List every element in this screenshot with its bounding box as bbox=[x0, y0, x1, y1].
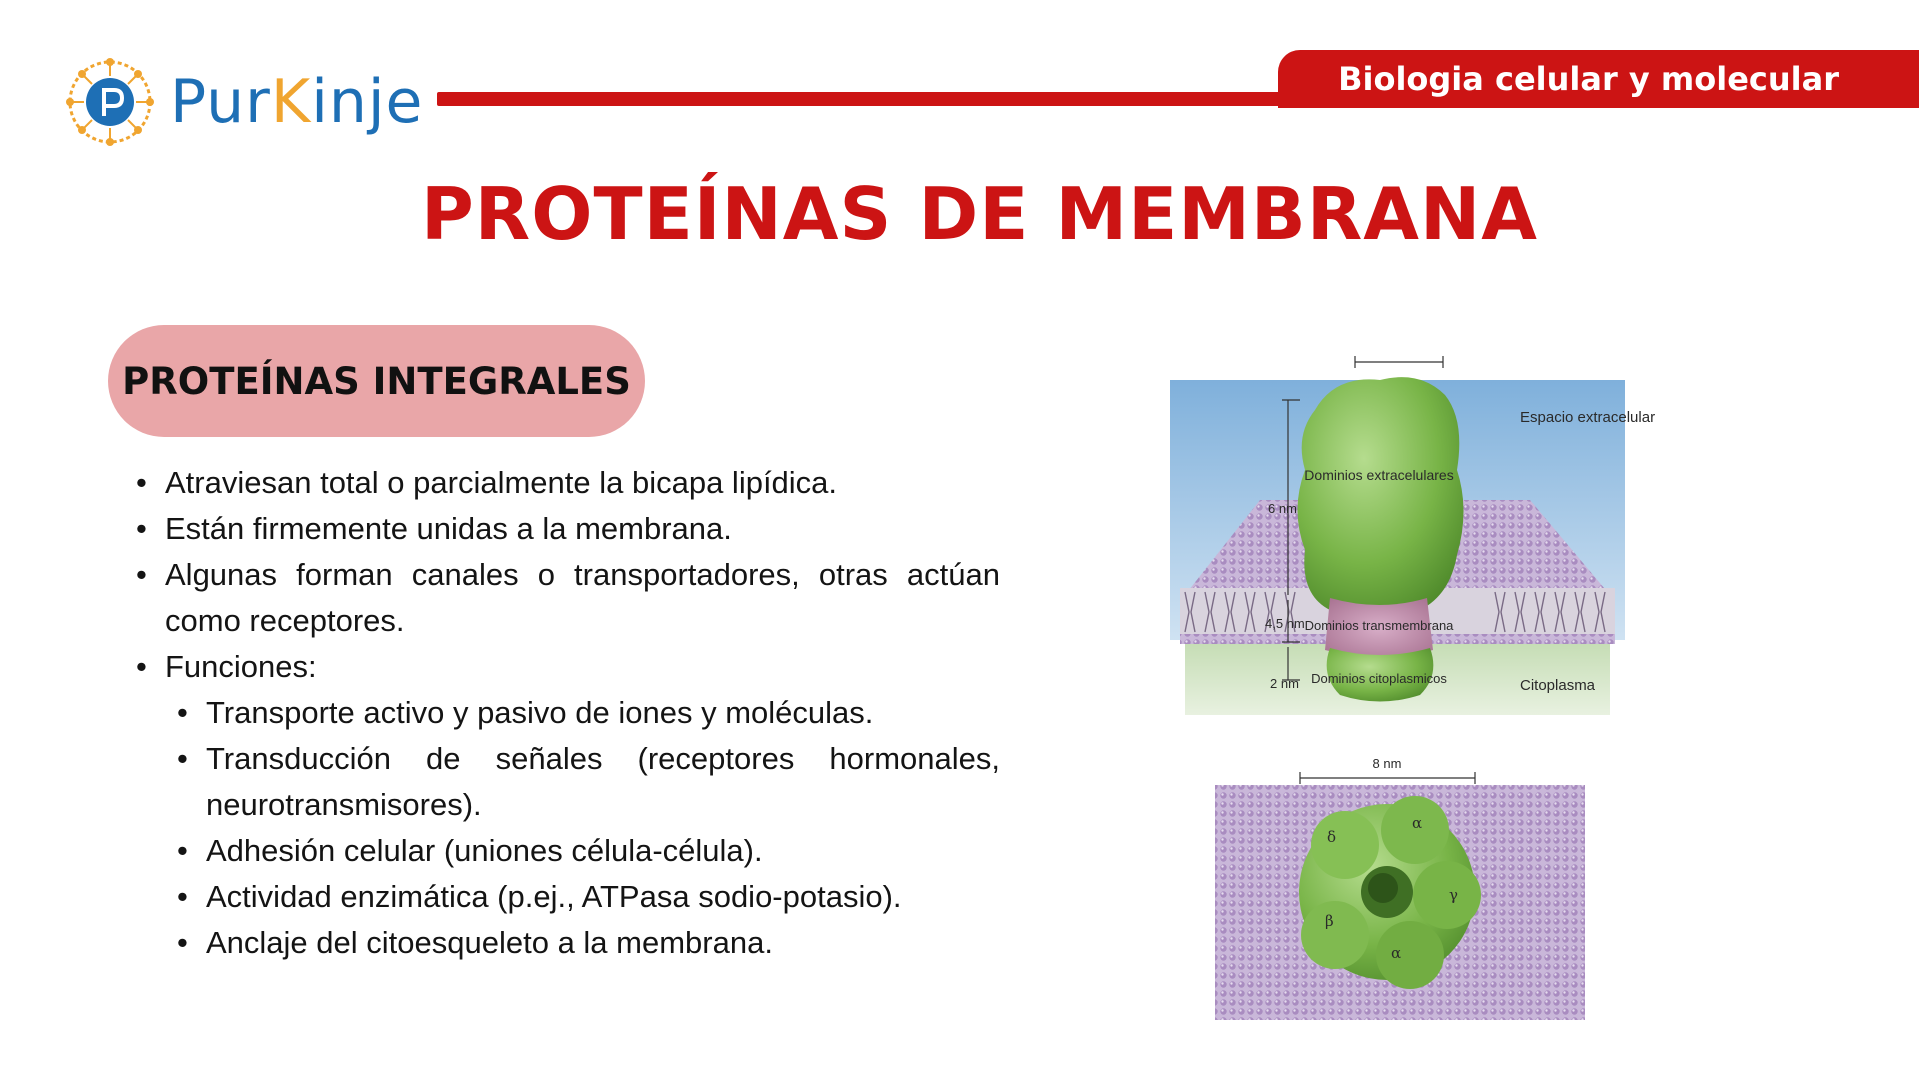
sub-bullet-item: • Transducción de señales (receptores hormonales, neurotransmisores). bbox=[171, 736, 1000, 828]
label-extracellular-space: Espacio extracelular bbox=[1520, 409, 1656, 426]
neuron-logo-icon bbox=[62, 54, 158, 150]
sub-bullet-item: • Adhesión celular (uniones célula-célula). bbox=[171, 828, 1000, 874]
subunit-delta-label: δ bbox=[1327, 828, 1337, 846]
subunit-alpha-label-top: α bbox=[1412, 814, 1423, 832]
subunit-gamma-label: γ bbox=[1449, 886, 1458, 904]
page-title: PROTEÍNAS DE MEMBRANA bbox=[421, 172, 1538, 256]
dim-8nm-label: 8 nm bbox=[1372, 756, 1402, 771]
sub-bullet-item: • Transporte activo y pasivo de iones y moléculas. bbox=[171, 690, 1000, 736]
dim-6nm-label: 6 nm bbox=[1268, 501, 1297, 516]
protein-extracellular-domain bbox=[1298, 377, 1464, 610]
label-cytoplasmic-domains: Dominios citoplasmicos bbox=[1311, 671, 1447, 686]
section-heading bbox=[108, 325, 645, 437]
label-cytoplasm: Citoplasma bbox=[1520, 677, 1596, 694]
dim-45nm-label: 4,5 nm bbox=[1265, 616, 1305, 631]
sub-bullet-item: • Anclaje del citoesqueleto a la membrana. bbox=[171, 920, 1000, 966]
section-heading-label: PROTEÍNAS INTEGRALES bbox=[122, 359, 631, 403]
dimension-8nm-marker bbox=[1300, 772, 1475, 784]
logo-wordmark: PurKinje bbox=[170, 67, 424, 137]
bullet-item: • Algunas forman canales o transportadores, otras actúan como receptores. bbox=[130, 552, 1000, 644]
subunit-alpha-label-bottom: α bbox=[1391, 944, 1402, 962]
bullet-item bbox=[130, 644, 1000, 966]
purkinje-logo bbox=[62, 52, 422, 152]
bullet-item: • Están firmemente unidas a la membrana. bbox=[130, 506, 1000, 552]
bullet-list bbox=[130, 460, 1000, 966]
header-divider bbox=[437, 92, 1287, 106]
subunit-beta-label: β bbox=[1325, 912, 1334, 930]
bullet-item-label: Funciones: bbox=[165, 649, 317, 684]
sub-bullet-item: • Actividad enzimática (p.ej., ATPasa sodio-potasio). bbox=[171, 874, 1000, 920]
label-transmembrane-domains: Dominios transmembrana bbox=[1304, 618, 1454, 633]
sub-bullet-list bbox=[171, 690, 1000, 966]
membrane-protein-figure bbox=[1165, 350, 1656, 1030]
course-tab bbox=[1278, 50, 1919, 108]
label-extracellular-domains: Dominios extracelulares bbox=[1304, 467, 1454, 483]
bullet-item: • Atraviesan total o parcialmente la bicapa lipídica. bbox=[130, 460, 1000, 506]
dim-2nm-label: 2 nm bbox=[1270, 676, 1299, 691]
course-label: Biologia celular y molecular bbox=[1338, 60, 1839, 98]
